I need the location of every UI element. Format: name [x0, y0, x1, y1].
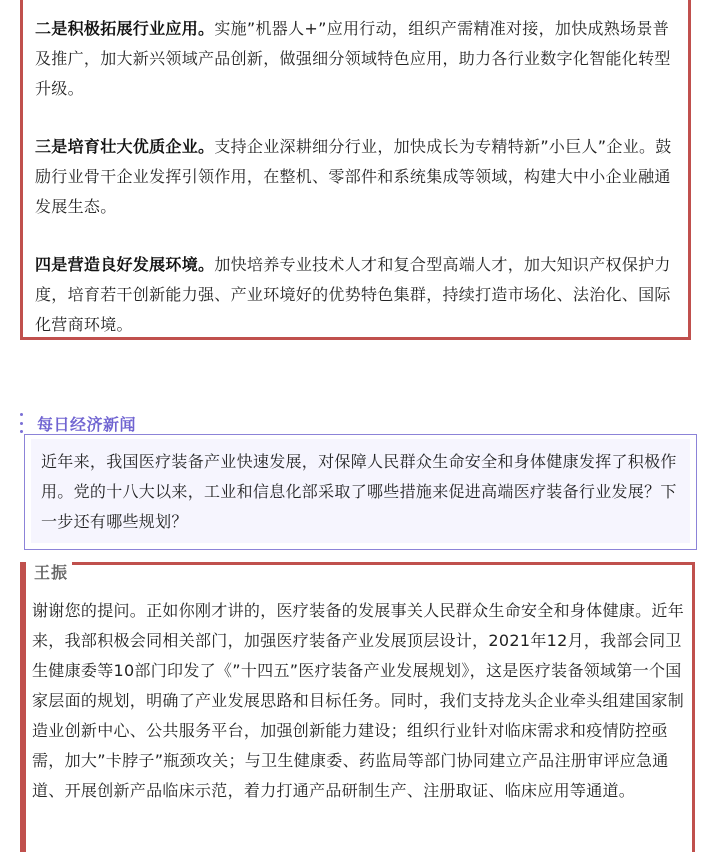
point-four-lead: 四是营造良好发展环境。 [35, 255, 215, 274]
answer-text: 谢谢您的提问。正如你刚才讲的，医疗装备的发展事关人民群众生命安全和身体健康。近年来，我部积极会同相关部门，加强医疗装备产业发展顶层设计，2021年12月，我部会同卫生健康委等10部门印发了《”十四五”医疗装备产业发展规划》，这是医疗装备领域第一个国家层面的规划，明确了产业发展思路和目标任务。同时，我们支持龙头企业牵头组建国家制造业创新中心、公共服务平台，加强创新能力建设；组织行业针对临床需求和疫情防控亟需，加大”卡脖子”瓶颈攻关；与卫生健康委、药监局等部门协同建立产品注册审评应急通道、开展创新产品临床示范，着力打通产品研制生产、注册取证、临床应用等通道。 [32, 601, 685, 800]
speaker-top-border [72, 562, 695, 565]
dots-icon [20, 413, 23, 433]
point-two-lead: 二是积极拓展行业应用。 [35, 19, 215, 38]
point-three [35, 132, 676, 222]
policy-points-box [20, 0, 691, 340]
speaker-right-border [692, 562, 695, 852]
point-two [35, 14, 676, 104]
question-text: 近年来，我国医疗装备产业快速发展，对保障人民群众生命安全和身体健康发挥了积极作用。党的十八大以来，工业和信息化部采取了哪些措施来促进高端医疗装备行业发展？下一步还有哪些规划？ [41, 452, 677, 531]
news-header [20, 410, 136, 436]
speaker-left-border [20, 562, 26, 852]
news-source-label: 每日经济新闻 [37, 414, 137, 434]
point-four-text: 加快培养专业技术人才和复合型高端人才，加大知识产权保护力度，培育若干创新能力强、产业环境好的优势特色集群，持续打造市场化、法治化、国际化营商环境。 [35, 255, 671, 334]
point-two-text: 实施”机器人+”应用行动，组织产需精准对接，加快成熟场景普及推广，加大新兴领域产品创新，做强细分领域特色应用，助力各行业数字化智能化转型升级。 [35, 19, 671, 98]
point-three-lead: 三是培育壮大优质企业。 [35, 137, 215, 156]
question-box [24, 434, 697, 550]
speaker-name: 王振 [34, 563, 69, 582]
point-four [35, 250, 676, 340]
point-three-text: 支持企业深耕细分行业，加快成长为专精特新”小巨人”企业。鼓励行业骨干企业发挥引领作用，在整机、零部件和系统集成等领域，构建大中小企业融通发展生态。 [35, 137, 672, 216]
